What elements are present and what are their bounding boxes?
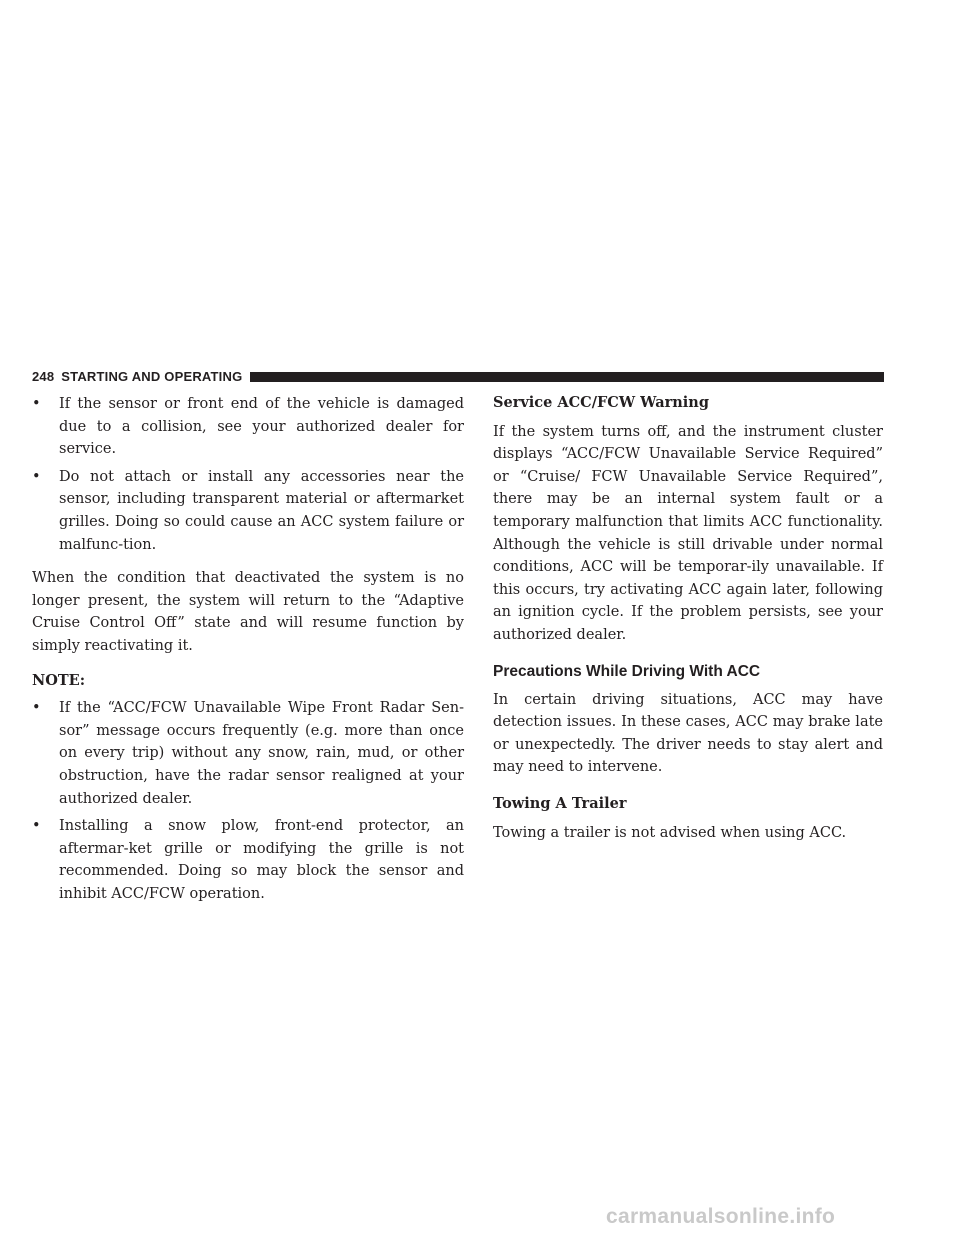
- service-warning-paragraph: If the system turns off, and the instrument cluster displays “ACC/FCW Unavailable Service Required” or “Cruise/ FCW Unavailable Service Required”, there may be an internal system fault or a temporary malfunction that limits ACC functionality. Although the vehicle is still drivable under normal conditions, ACC will be temporar-ily unavailable. If this occurs, try activating ACC again later, following an ignition cycle. If the problem persists, see your authorized dealer.: [493, 423, 883, 643]
- list-item: [32, 466, 464, 556]
- towing-paragraph: Towing a trailer is not advised when using ACC.: [493, 824, 847, 841]
- towing-heading: Towing A Trailer: [493, 794, 627, 812]
- list-item: [32, 697, 464, 810]
- bullet-icon: •: [32, 468, 41, 485]
- note-label: NOTE:: [32, 671, 86, 689]
- watermark-logo: carmanualsonline.info: [606, 1205, 836, 1228]
- header-rule: [250, 372, 884, 382]
- sensor-bullet-list: [32, 393, 464, 556]
- list-item-text: If the sensor or front end of the vehicle is damaged due to a collision, see your authorized dealer for service.: [59, 396, 464, 458]
- section-title: STARTING AND OPERATING: [61, 369, 243, 384]
- reactivation-paragraph: When the condition that deactivated the system is no longer present, the system will return to the “Adaptive Cruise Control Off” state and will resume function by simply reactivating it.: [32, 570, 464, 654]
- bullet-icon: •: [32, 818, 41, 835]
- right-column: [493, 388, 883, 844]
- list-item: [32, 815, 464, 905]
- precautions-heading: Precautions While Driving With ACC: [493, 662, 761, 680]
- page-header: [32, 370, 884, 384]
- note-bullet-list: [32, 697, 464, 905]
- list-item-text: If the “ACC/FCW Unavailable Wipe Front Radar Sen-sor” message occurs frequently (e.g. more than once on every trip) without any snow, rain, mud, or other obstruction, have the radar sensor realigned at your authorized dealer.: [59, 700, 464, 807]
- bullet-icon: •: [32, 700, 41, 717]
- precautions-paragraph: In certain driving situations, ACC may have detection issues. In these cases, ACC may brake late or unexpectedly. The driver needs to stay alert and may need to intervene.: [493, 691, 883, 776]
- service-warning-heading: Service ACC/FCW Warning: [493, 394, 709, 411]
- list-item-text: Installing a snow plow, front-end protector, an aftermar-ket grille or modifying the grille is not recommended. Doing so may block the sensor and inhibit ACC/FCW operation.: [59, 818, 464, 902]
- bullet-icon: •: [32, 396, 41, 412]
- list-item: [32, 393, 464, 461]
- page-number: 248: [32, 369, 55, 384]
- left-column: [32, 388, 464, 905]
- list-item-text: Do not attach or install any accessories near the sensor, including transparent material or aftermarket grilles. Doing so could cause an ACC system failure or malfunc-tion.: [59, 468, 464, 553]
